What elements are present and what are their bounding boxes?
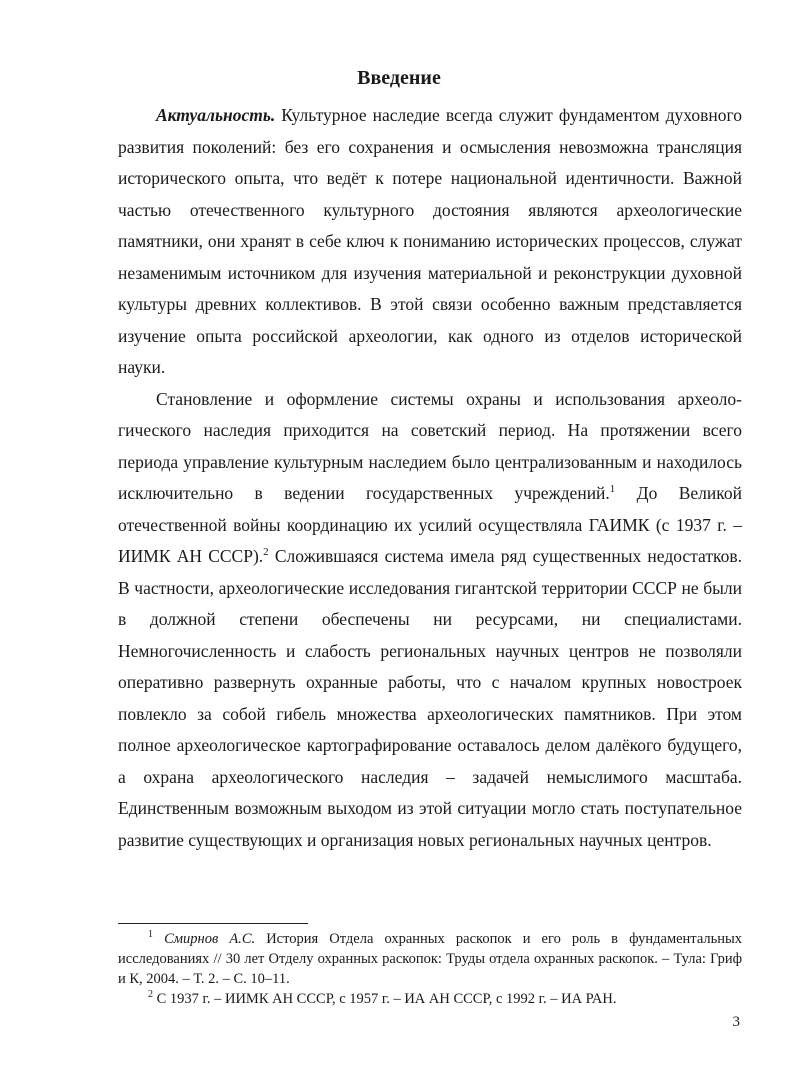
body-text	[118, 100, 742, 856]
footnote-2	[118, 989, 742, 1009]
paragraph-text: Культурное наследие всегда служит фундаментом духовного развития поколений: без его сохранения и осмысления невозможна трансляция исторического опыта, что ведёт к потере национальной идентичности. Важной частью отечественного культурного достояния являются археологические памятники, они хранят в себе ключ к пониманию исторических процессов, служат незаменимым источником для изучения материальной и реконструкции духовной культуры древних коллективов. В этой связи особенно важным представляется изучение опыта российской археологии, как одного из отделов исторической науки.	[118, 105, 742, 377]
footnote-text: С 1937 г. – ИИМК АН СССР, с 1957 г. – ИА АН СССР, с 1992 г. – ИА РАН.	[153, 991, 617, 1007]
footnote-ref-1[interactable]: 1	[609, 483, 616, 496]
paragraph-text: Становление и оформление системы охраны и использования археологического наследия приходится на советский период. На протяжении всего периода управление культурным наследием было централизованным и находилось исключительно в ведении государственных учреждений.	[118, 388, 742, 503]
paragraph-text: До Великой отечественной войны координацию их усилий осуществляла ГАИМК (с 1937 г. – ИИМК АН СССР).	[118, 483, 742, 566]
footnote-mark: 2	[148, 989, 153, 1001]
page-title: Введение	[357, 67, 441, 89]
page-number: 3	[732, 1014, 740, 1030]
footnote-text: История Отдела охранных раскопок и его роль в фундаментальных исследованиях // 30 лет Отделу охранных раскопок: Труды отдела охранных раскопок. – Тула: Гриф и К, 2004. – Т. 2. – С. 10–11.	[118, 931, 742, 987]
footnote-author: Смирнов А.С.	[164, 931, 256, 947]
paragraph-history	[118, 384, 742, 857]
footnote-ref-2[interactable]: 2	[263, 546, 269, 559]
footnote-divider	[118, 923, 308, 924]
footnotes	[118, 929, 742, 1009]
footnote-mark: 1	[148, 929, 153, 941]
paragraph-relevance	[118, 100, 742, 384]
footnote-1	[118, 929, 742, 989]
paragraph-lead: Актуальность.	[156, 105, 276, 125]
paragraph-text: Сложившаяся система имела ряд существенных недостатков. В частности, археологические исследования гигантской территории СССР не были в должной степени обеспечены ни ресурсами, ни специалистами. Немногочисленность и слабость региональных научных центров не позволяли оперативно развернуть охранные работы, что с началом крупных новостроек повлекло за собой гибель множества археологических памятников. При этом полное археологическое картографирование оставалось делом далёкого будущего, а охрана археологического наследия – задачей немыслимого масштаба. Единственным возможным выходом из этой ситуации могло стать поступательное развитие существующих и организация новых региональных научных центров.	[118, 546, 742, 850]
